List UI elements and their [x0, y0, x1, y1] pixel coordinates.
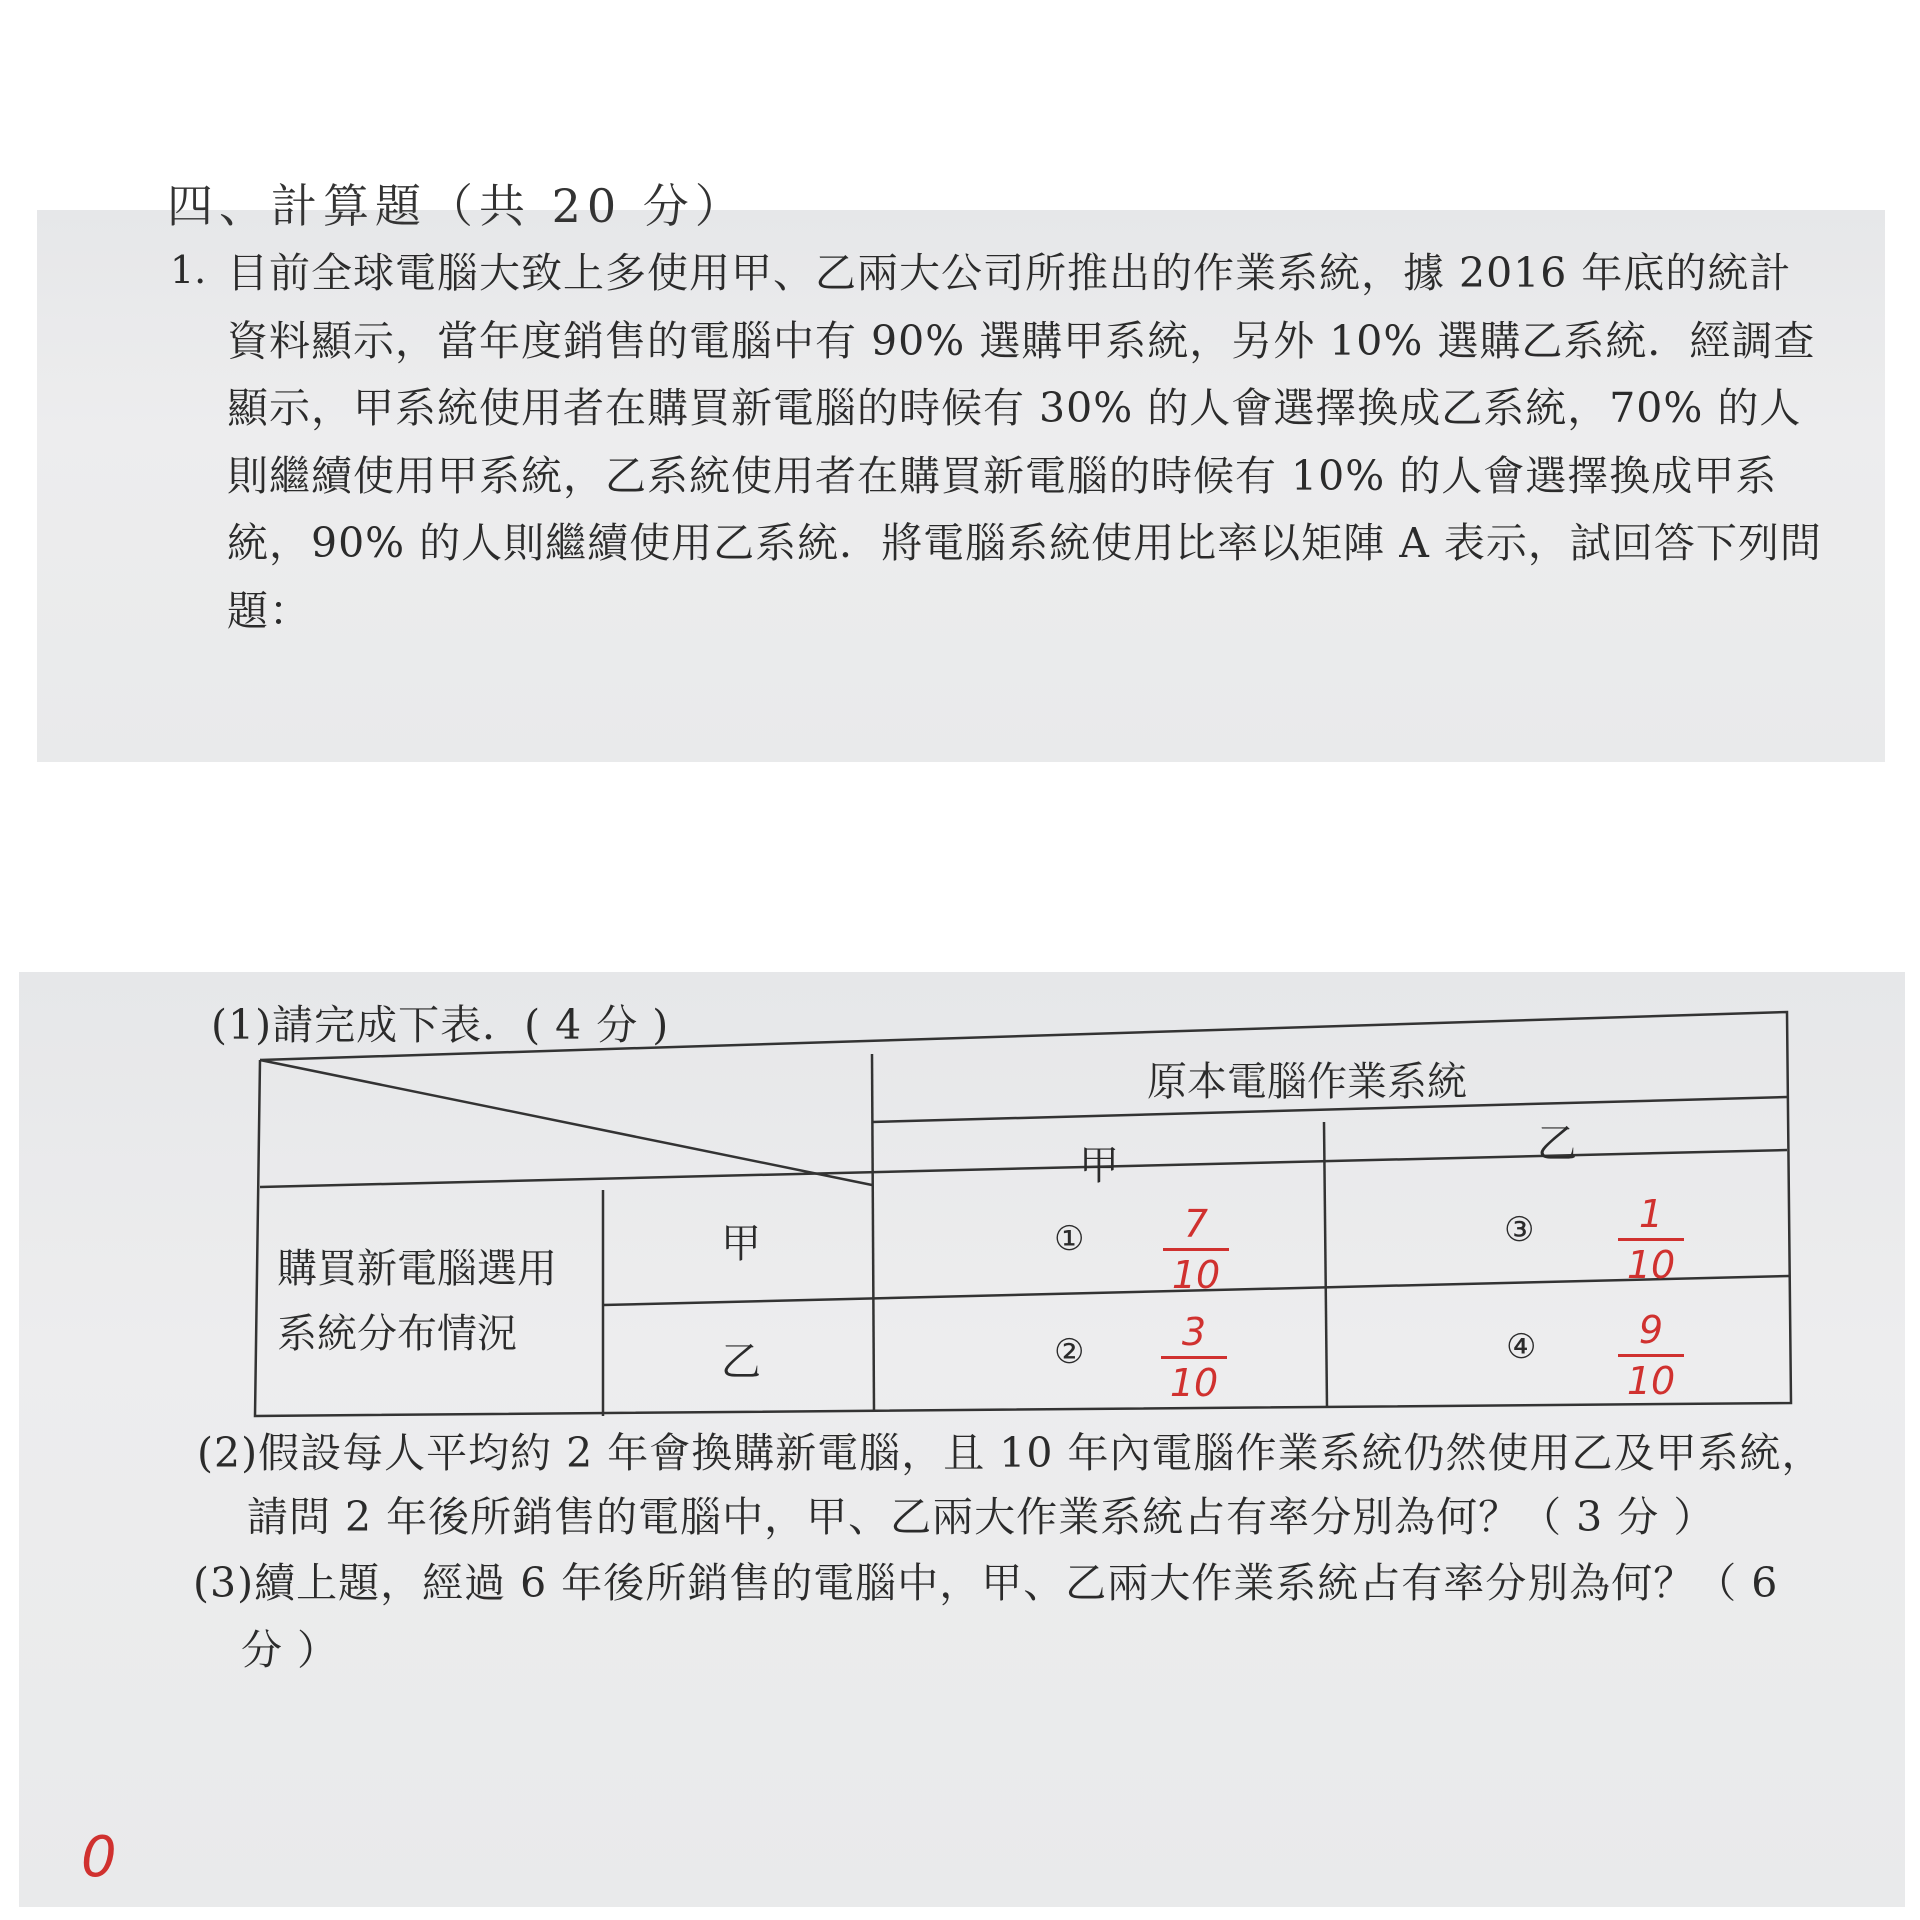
- subquestion-2-line1: (2)假設每人平均約 2 年會換購新電腦，且 10 年內電腦作業系統仍然使用乙及甲系統，: [197, 1429, 1824, 1477]
- cell-marker: ①: [1054, 1219, 1085, 1259]
- fraction-denominator: 10: [1626, 1359, 1676, 1403]
- header-col-yi: 乙: [1537, 1121, 1577, 1167]
- problem-photo: [37, 179, 1885, 762]
- fraction-numerator: 3: [1181, 1310, 1207, 1354]
- fraction-denominator: 10: [1626, 1243, 1676, 1287]
- header-original-system: 原本電腦作業系統: [1147, 1059, 1467, 1105]
- row-label-line2: 系統分布情況: [277, 1311, 517, 1357]
- row-jia: 甲: [721, 1221, 761, 1267]
- header-col-jia: 甲: [1079, 1143, 1119, 1189]
- problem-statement: [227, 240, 1877, 645]
- problem-line: 目前全球電腦大致上多使用甲、乙兩大公司所推出的作業系統，據 2016 年底的統計: [227, 249, 1792, 297]
- fraction-denominator: 10: [1171, 1253, 1221, 1297]
- subquestion-3-line1: (3)續上題，經過 6 年後所銷售的電腦中，甲、乙兩大作業系統占有率分別為何？（ 6: [193, 1559, 1779, 1607]
- answer-photo: [19, 972, 1905, 1907]
- handwritten-fraction: [1161, 1204, 1231, 1295]
- row-yi: 乙: [721, 1339, 761, 1385]
- cell-marker: ③: [1504, 1210, 1535, 1250]
- section-heading-cut: 四、計算題（共 20 分）: [167, 179, 747, 233]
- question-number: 1.: [170, 248, 207, 292]
- handwritten-fraction: [1159, 1312, 1229, 1403]
- problem-line: 則繼續使用甲系統，乙系統使用者在購買新電腦的時候有 10% 的人會選擇換成甲系: [227, 451, 1778, 500]
- fraction-numerator: 9: [1638, 1308, 1664, 1352]
- problem-line: 顯示，甲系統使用者在購買新電腦的時候有 30% 的人會選擇換成乙系統，70% 的人: [227, 384, 1802, 432]
- subquestion-2-line2: 請問 2 年後所銷售的電腦中，甲、乙兩大作業系統占有率分別為何？（ 3 分 ）: [247, 1493, 1716, 1541]
- grade-mark: 0: [81, 1825, 117, 1890]
- fraction-numerator: 1: [1638, 1192, 1664, 1236]
- fraction-numerator: 7: [1183, 1202, 1209, 1246]
- cell-marker: ④: [1506, 1327, 1537, 1367]
- fraction-bar: [1618, 1354, 1684, 1357]
- subquestion-1: (1)請完成下表．( 4 分 ): [211, 1001, 670, 1049]
- problem-line: 統，90% 的人則繼續使用乙系統．將電腦系統使用比率以矩陣 A 表示，試回答下列問: [227, 519, 1822, 567]
- fraction-bar: [1161, 1356, 1227, 1359]
- handwritten-fraction: [1616, 1194, 1686, 1285]
- fraction-bar: [1618, 1238, 1684, 1241]
- handwritten-fraction: [1616, 1310, 1686, 1401]
- problem-line: 資料顯示，當年度銷售的電腦中有 90% 選購甲系統，另外 10% 選購乙系統．經調查: [227, 316, 1816, 365]
- cell-marker: ②: [1054, 1332, 1085, 1372]
- problem-line: 題：: [227, 586, 311, 635]
- subquestion-3-line2: 分 ）: [241, 1626, 340, 1674]
- row-label-line1: 購買新電腦選用: [277, 1246, 557, 1292]
- fraction-bar: [1163, 1248, 1229, 1251]
- fraction-denominator: 10: [1169, 1361, 1219, 1405]
